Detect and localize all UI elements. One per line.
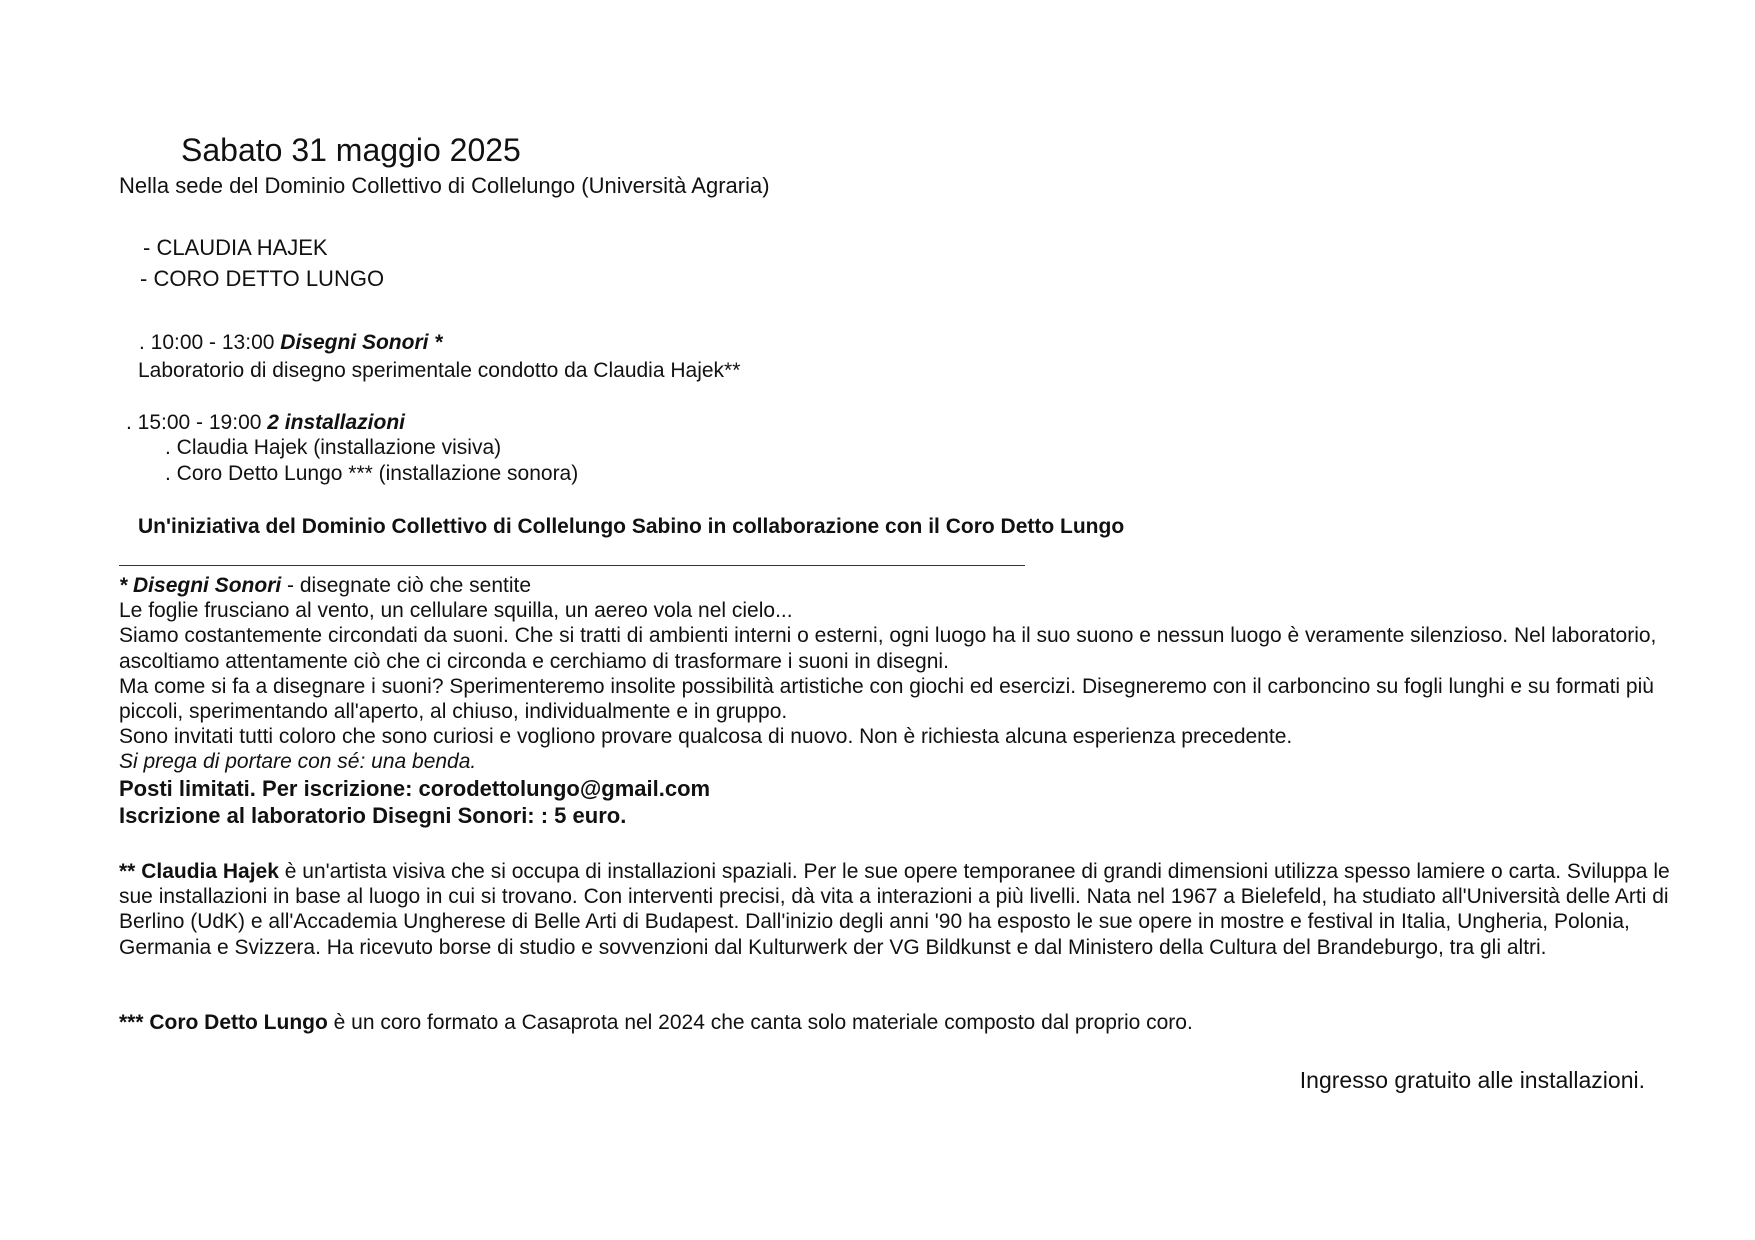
workshop-bring: Si prega di portare con sé: una benda. <box>119 750 477 774</box>
event-date: Sabato 31 maggio 2025 <box>181 132 521 168</box>
workshop-heading <box>119 573 1679 598</box>
schedule-morning <box>139 330 442 355</box>
schedule-desc: Laboratorio di disegno sperimentale condotto da Claudia Hajek** <box>138 359 741 382</box>
workshop-subtitle: - disegnate ciò che sentite <box>281 574 532 597</box>
bio-hajek <box>119 859 1679 960</box>
workshop-limited: Posti limitati. Per iscrizione: corodettolungo@gmail.com <box>119 775 711 801</box>
schedule-title: Disegni Sonori * <box>280 331 443 354</box>
initiative-line: Un'iniziativa del Dominio Collettivo di Collelungo Sabino in collaborazione con il Coro Detto Lungo <box>138 515 1125 538</box>
schedule-time: . 10:00 - 13:00 <box>139 331 281 354</box>
bio-name: Claudia Hajek <box>141 860 279 883</box>
workshop-paragraph: Sono invitati tutti coloro che sono curiosi e vogliono provare qualcosa di nuovo. Non è richiesta alcuna esperienza precedente. <box>119 725 1293 749</box>
installation-item: . Coro Detto Lungo *** (installazione sonora) <box>165 462 579 485</box>
bio-mark: *** <box>119 1011 150 1034</box>
schedule-afternoon <box>126 410 405 435</box>
workshop-paragraph: Siamo costantemente circondati da suoni. Che si tratti di ambienti interni o esterni, ogni luogo ha il suo suono e nessun luogo è veramente silenzioso. Nel laboratorio, ascoltiamo attentamente ciò che ci circonda e cerchiamo di trasformare i suoni in disegni. <box>119 624 1657 673</box>
installation-item: . Claudia Hajek (installazione visiva) <box>165 436 502 459</box>
schedule-title: 2 installazioni <box>267 411 405 434</box>
divider <box>119 565 1025 566</box>
bio-mark: ** <box>119 860 142 883</box>
bio-text: è un'artista visiva che si occupa di installazioni spaziali. Per le sue opere temporanee di grandi dimensioni utilizza spesso lamiere o carta. Sviluppa le sue installazioni in base al luogo in cui si trovano. Con interventi precisi, dà vita a interazioni a più livelli. Nata nel 1967 a Bielefeld, ha studiato all'Università delle Arti di Berlino (UdK) e all'Accademia Ungherese di Belle Arti di Budapest. Dall'inizio degli anni '90 ha esposto le sue opere in mostre e festival in Italia, Ungheria, Polonia, Germania e Svizzera. Ha ricevuto borse di studio e sovvenzioni dal Kulturwerk der VG Bildkunst e dal Ministero della Cultura del Brandeburgo, tra gli altri. <box>119 860 1670 959</box>
workshop-fee: Iscrizione al laboratorio Disegni Sonori: : 5 euro. <box>119 802 627 828</box>
schedule-time: . 15:00 - 19:00 <box>126 411 268 434</box>
artist-item: - CLAUDIA HAJEK <box>143 235 328 260</box>
workshop-paragraph: Le foglie frusciano al vento, un cellulare squilla, un aereo vola nel cielo... <box>119 599 793 623</box>
free-entry-note: Ingresso gratuito alle installazioni. <box>1299 1067 1645 1093</box>
artist-item: - CORO DETTO LUNGO <box>140 266 385 291</box>
workshop-paragraph: Ma come si fa a disegnare i suoni? Sperimenteremo insolite possibilità artistiche con giochi ed esercizi. Disegneremo con il carboncino su fogli lunghi e su formati più piccoli, sperimentando all'aperto, al chiuso, individualmente e in gruppo. <box>119 674 1654 724</box>
bio-text: è un coro formato a Casaprota nel 2024 che canta solo materiale composto dal proprio coro. <box>327 1011 1193 1034</box>
workshop-section <box>119 573 1679 829</box>
bio-coro <box>119 1010 1679 1035</box>
workshop-name: Disegni Sonori <box>133 574 282 597</box>
event-venue: Nella sede del Dominio Collettivo di Collelungo (Università Agraria) <box>119 173 770 198</box>
workshop-star: * <box>119 574 134 597</box>
bio-name: Coro Detto Lungo <box>149 1011 328 1034</box>
